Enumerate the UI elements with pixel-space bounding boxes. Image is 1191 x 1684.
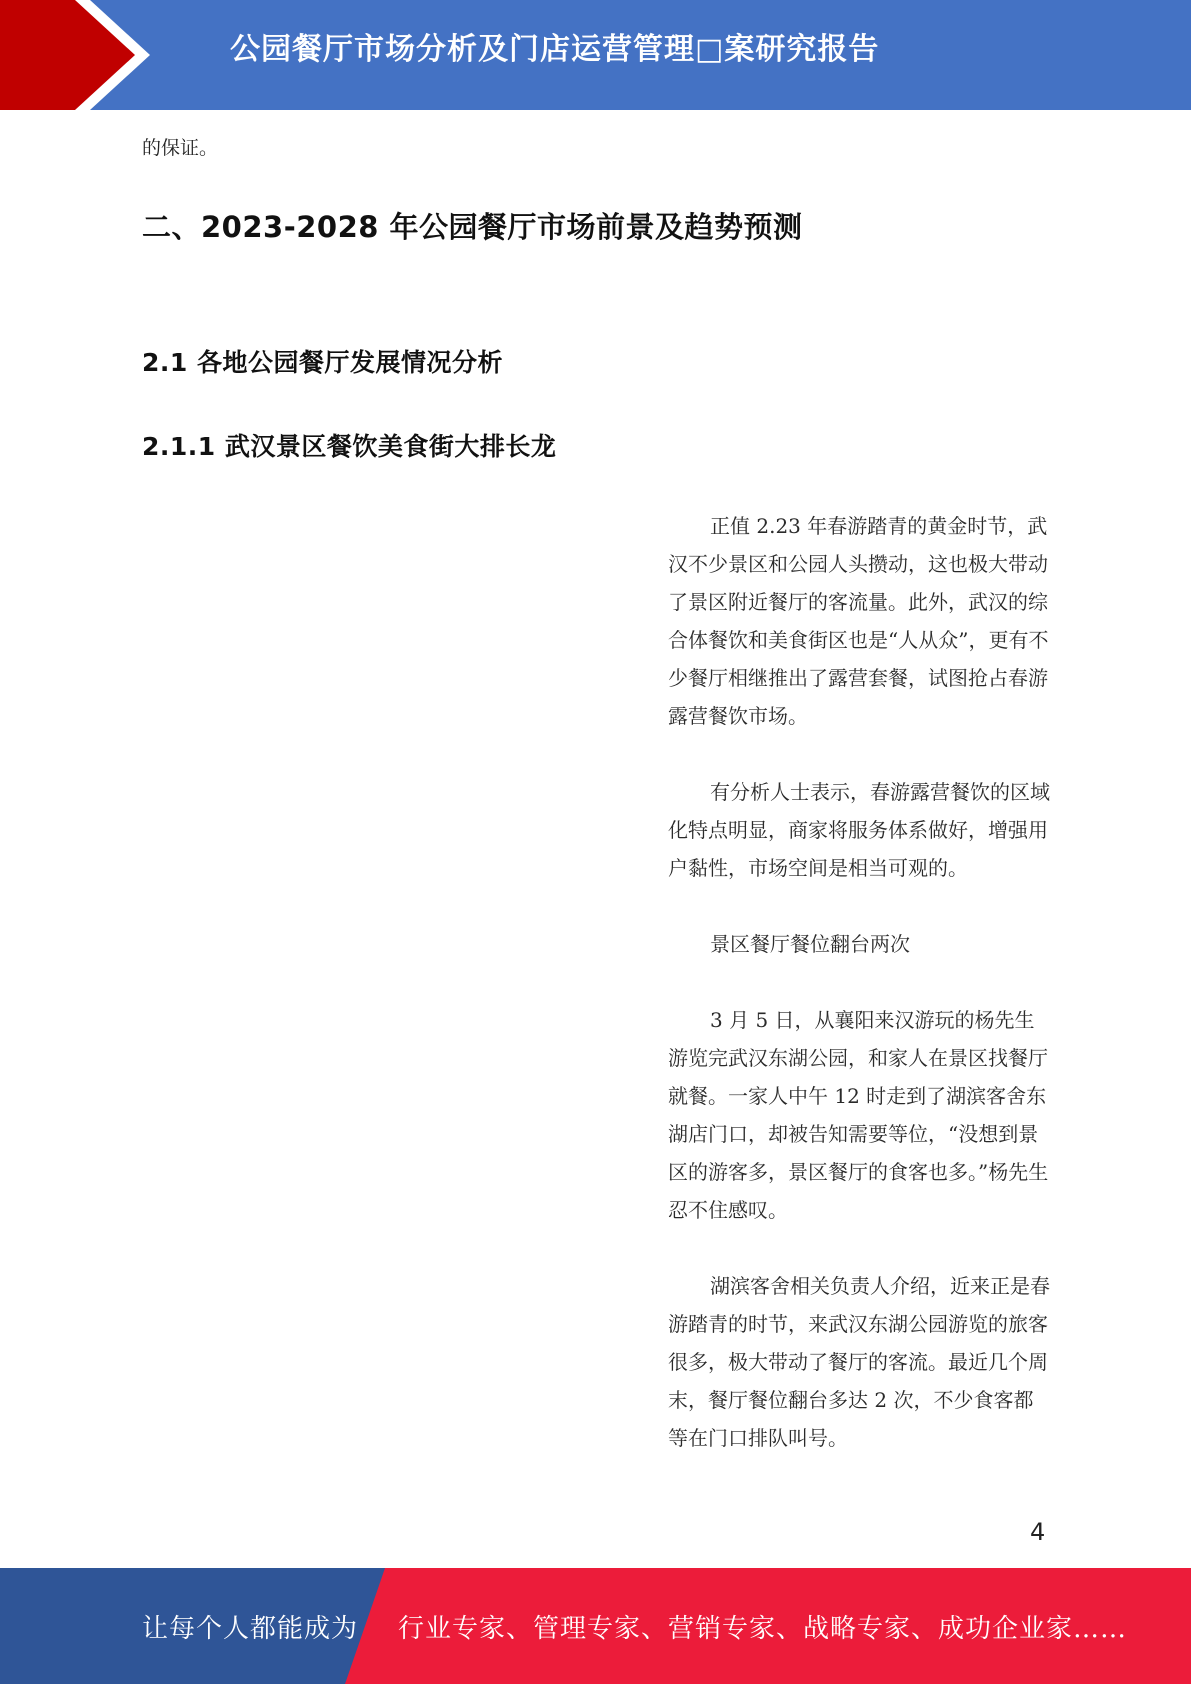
intro-text: 的保证。 (142, 137, 219, 159)
page-number: 4 (1030, 1518, 1046, 1546)
sub-subsection-heading: 2.1.1 武汉景区餐饮美食街大排长龙 (142, 432, 557, 461)
section-heading: 二、2023-2028 年公园餐厅市场前景及趋势预测 (142, 210, 803, 244)
footer-band (0, 1568, 1191, 1684)
subsection-heading: 2.1 各地公园餐厅发展情况分析 (142, 348, 503, 377)
header-band (0, 0, 1191, 110)
paragraph: 有分析人士表示，春游露营餐饮的区域化特点明显，商家将服务体系做好，增强用户黏性，市场空间是相当可观的。 (668, 780, 1050, 880)
header-chevron-icon (0, 0, 160, 110)
report-title: 公园餐厅市场分析及门店运营管理□案研究报告 (230, 32, 880, 67)
paragraph: 3 月 5 日，从襄阳来汉游玩的杨先生游览完武汉东湖公园，和家人在景区找餐厅就餐。一家人中午 12 时走到了湖滨客舍东湖店门口，却被告知需要等位，“没想到景区的游客多，景区餐厅的食客也多。”杨先生忍不住感叹。 (668, 1008, 1049, 1222)
paragraph: 正值 2.23 年春游踏青的黄金时节，武汉不少景区和公园人头攒动，这也极大带动了景区附近餐厅的客流量。此外，武汉的综合体餐饮和美食街区也是“人从众”，更有不少餐厅相继推出了露营套餐，试图抢占春游露营餐饮市场。 (668, 514, 1049, 728)
footer-slogan-right: 行业专家、管理专家、营销专家、战略专家、成功企业家…… (398, 1614, 1128, 1644)
paragraph: 湖滨客舍相关负责人介绍，近来正是春游踏青的时节，来武汉东湖公园游览的旅客很多，极大带动了餐厅的客流。最近几个周末，餐厅餐位翻台多达 2 次，不少食客都等在门口排队叫号。 (668, 1274, 1050, 1450)
paragraph-subtitle: 景区餐厅餐位翻台两次 (710, 932, 910, 956)
text-column (668, 507, 1052, 1495)
footer-slogan-left: 让每个人都能成为 (142, 1614, 359, 1644)
